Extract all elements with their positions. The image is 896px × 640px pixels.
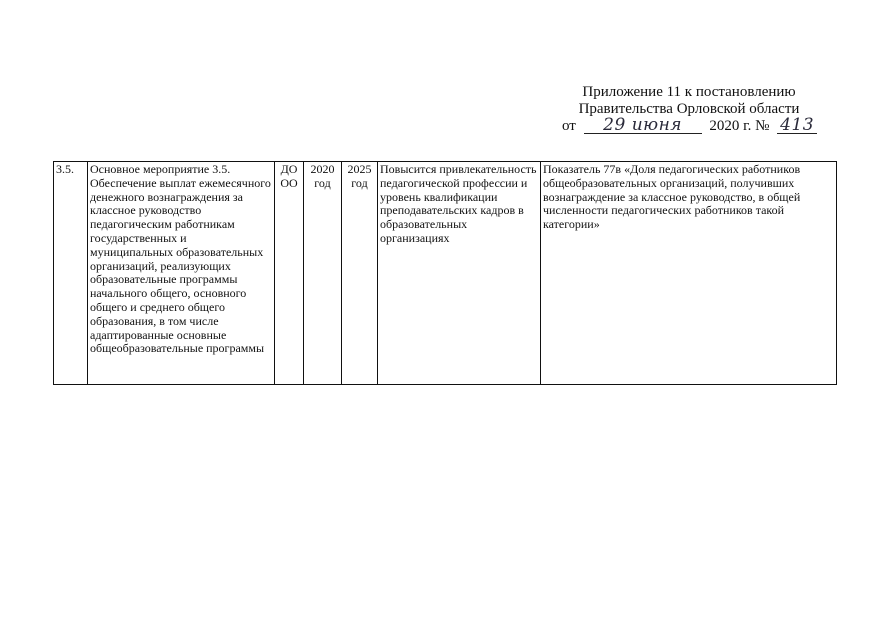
table-row: [54, 162, 837, 385]
government-name: Правительства Орловской области: [578, 101, 800, 117]
row-number: 3.5.: [54, 162, 88, 385]
indicator: Показатель 77в «Доля педагогических работников общеобразовательных организаций, получивших вознаграждение за классное руководство, в общей численности педагогических работников такой категории»: [541, 162, 837, 385]
resolution-date-line: [562, 117, 817, 135]
year-end: 2025 год: [342, 162, 378, 385]
date-year: 2020 г. №: [709, 118, 770, 134]
appendix-title: Приложение 11 к постановлению: [582, 84, 796, 100]
measures-table: [53, 161, 837, 385]
measure-name: Основное мероприятие 3.5. Обеспечение выплат ежемесячного денежного вознаграждения за классное руководство педагогическим работникам государственных и муниципальных образовательных организаций, реализующих образовательные программы начального общего, основного общего и среднего общего образования, в том числе адаптированные основные общеобразовательные программы: [88, 162, 275, 385]
appendix-header: [560, 84, 818, 118]
handwritten-number: 413: [777, 117, 817, 134]
expected-result: Повысится привлекательность педагогической профессии и уровень квалификации преподавательских кадров в образовательных организациях: [378, 162, 541, 385]
date-prefix: от: [562, 118, 576, 134]
year-start: 2020 год: [304, 162, 342, 385]
executor: ДО ОО: [275, 162, 304, 385]
handwritten-date: 29 июня: [584, 117, 702, 134]
